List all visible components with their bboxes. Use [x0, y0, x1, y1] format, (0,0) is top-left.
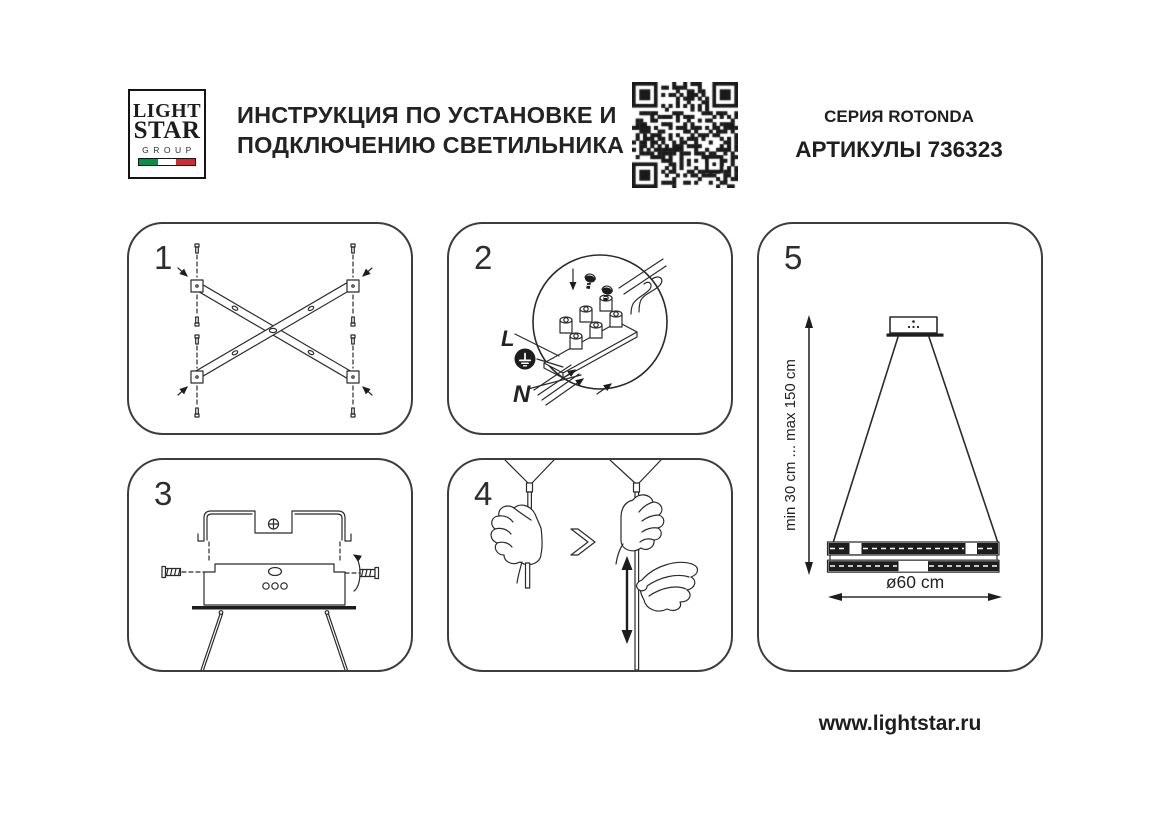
page-title	[237, 100, 624, 160]
height-range-label: min 30 cm ... max 150 cm	[782, 359, 799, 531]
step-4-number: 4	[474, 475, 493, 512]
website-url: www.lightstar.ru	[818, 712, 982, 735]
step-2-panel	[447, 222, 733, 435]
diameter-label: ø60 cm	[885, 572, 945, 592]
neutral-label: N	[513, 381, 531, 408]
qr-code-icon	[632, 82, 738, 188]
hands-adjusting-wire-illustration	[449, 460, 731, 670]
articles-label: АРТИКУЛЫ 736323	[795, 137, 1003, 162]
title-line-2: ПОДКЛЮЧЕНИЮ СВЕТИЛЬНИКА	[237, 132, 625, 158]
terminal-wiring-illustration	[449, 224, 731, 433]
lightstar-logo	[128, 89, 206, 179]
title-line-1: ИНСТРУКЦИЯ ПО УСТАНОВКЕ И	[237, 102, 617, 128]
step-3-number: 3	[154, 475, 173, 512]
logo-group: GROUP	[142, 145, 196, 155]
step-4-panel	[447, 458, 733, 672]
step-1-number: 1	[154, 239, 173, 276]
step-5-panel	[757, 222, 1043, 672]
pendant-lamp-dimensions-illustration	[759, 224, 1041, 670]
logo-star: STAR	[133, 117, 201, 144]
step-5-number: 5	[784, 239, 803, 276]
series-label: СЕРИЯ ROTONDA	[824, 107, 974, 126]
step-2-number: 2	[474, 239, 493, 276]
step-3-panel	[127, 458, 413, 672]
italian-flag-icon	[138, 158, 196, 166]
logo-light: LIGHT	[132, 100, 202, 122]
canopy-mount-illustration	[129, 460, 411, 670]
step-1-panel	[127, 222, 413, 435]
cross-bracket-illustration	[129, 224, 411, 433]
live-label: L	[501, 326, 515, 351]
